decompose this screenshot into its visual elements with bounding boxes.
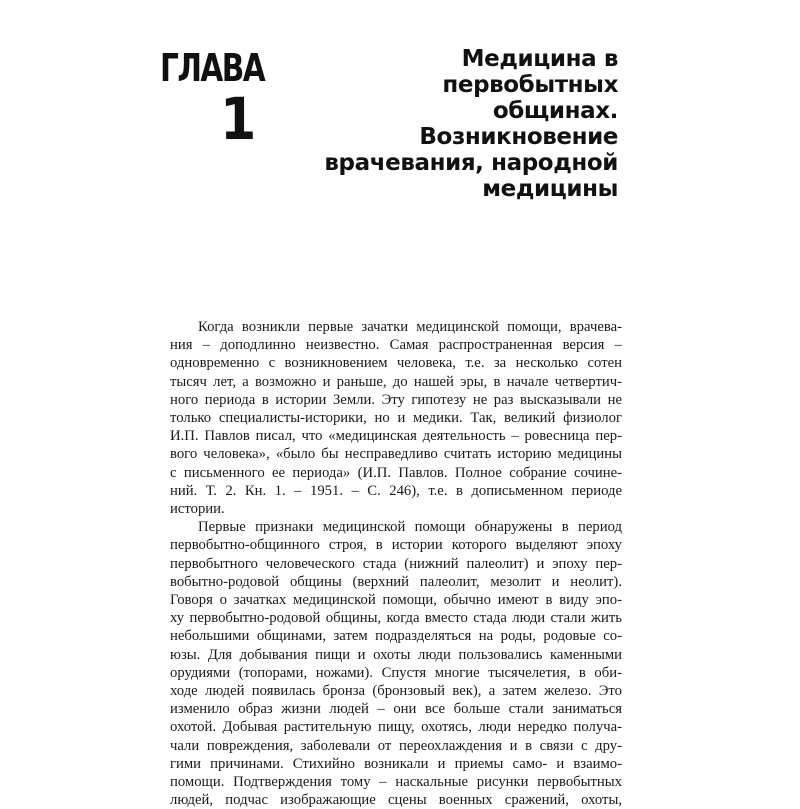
- text-line: тысяч лет, а возможно и раньше, до нашей эры, в начале четвертич-: [170, 373, 622, 390]
- text-line: только специалисты-историки, но и медики. Так, великий физиолог: [170, 410, 622, 427]
- chapter-title-line: врачевания, народной: [324, 150, 618, 176]
- text-line: ний. Т. 2. Кн. 1. – 1951. – С. 246), т.е. в дописьменном периоде: [170, 482, 622, 499]
- text-line: ходе людей появилась бронза (бронзовый век), а затем железо. Это: [170, 683, 622, 700]
- text-line: гими причинами. Стихийно возникали и приемы само- и взаимо-: [170, 755, 622, 772]
- text-line: чали повреждения, заболевали от переохлаждения и в связи с дру-: [170, 737, 622, 754]
- text-line: первобытно-общинного строя, в истории которого выделяют эпоху: [170, 537, 622, 554]
- text-line: Когда возникли первые зачатки медицинской помощи, врачева-: [198, 319, 622, 335]
- chapter-label: ГЛАВА: [160, 46, 265, 90]
- text-line: ного периода в истории Земли. Эту гипотезу не раз высказывали не: [170, 391, 622, 408]
- body-text: [170, 318, 622, 809]
- chapter-title: [296, 46, 618, 202]
- text-line: помощи. Подтверждения тому – наскальные рисунки первобытных: [170, 774, 622, 791]
- text-line: вого человека», «было бы несправедливо считать историю медицины: [170, 446, 622, 463]
- text-line: изменило образ жизни людей – они все больше стали заниматься: [170, 701, 622, 718]
- text-line: вобытно-родовой общины (верхний палеолит, мезолит и неолит).: [170, 573, 622, 590]
- chapter-heading: [160, 46, 265, 153]
- text-line: И.П. Павлов писал, что «медицинская деятельность – ровесница пер-: [170, 428, 622, 445]
- text-line: Первые признаки медицинской помощи обнаружены в период: [198, 519, 622, 536]
- text-line: небольшими общинами, затем подразделяться на роды, родовые со-: [170, 628, 622, 645]
- text-line: первобытного человеческого стада (нижний палеолит) и эпоху пер-: [170, 555, 622, 572]
- text-line: Говоря о зачатках медицинской помощи, обычно имеют в виду эпо-: [170, 592, 622, 609]
- text-line: ху первобытно-родовой общины, когда вместо стада люди стали жить: [170, 610, 622, 627]
- text-line: истории.: [170, 501, 225, 518]
- text-line: охотой. Добывая растительную пищу, охотясь, люди нередко получа-: [170, 719, 622, 736]
- text-line: орудиями (топорами, ножами). Спустя многие тысячелетия, в оби-: [170, 664, 622, 681]
- paragraph-2: [170, 518, 622, 809]
- chapter-title-line: общинах. Возникновение: [419, 98, 618, 150]
- text-line: юзы. Для добывания пищи и охоты люди пользовались каменными: [170, 646, 622, 663]
- text-line: с письменного ее периода» (И.П. Павлов. Полное собрание сочине-: [170, 464, 622, 481]
- chapter-title-line: Медицина в первобытных: [442, 46, 618, 98]
- chapter-title-line: медицины: [482, 176, 618, 202]
- paragraph-1: [170, 318, 622, 518]
- chapter-number: 1: [220, 85, 257, 153]
- text-line: ния – доподлинно неизвестно. Самая распространенная версия –: [170, 337, 622, 354]
- text-line: одновременно с возникновением человека, т.е. за несколько сотен: [170, 355, 622, 372]
- text-line: людей, подчас изображающие сцены военных сражений, охоты,: [170, 792, 622, 809]
